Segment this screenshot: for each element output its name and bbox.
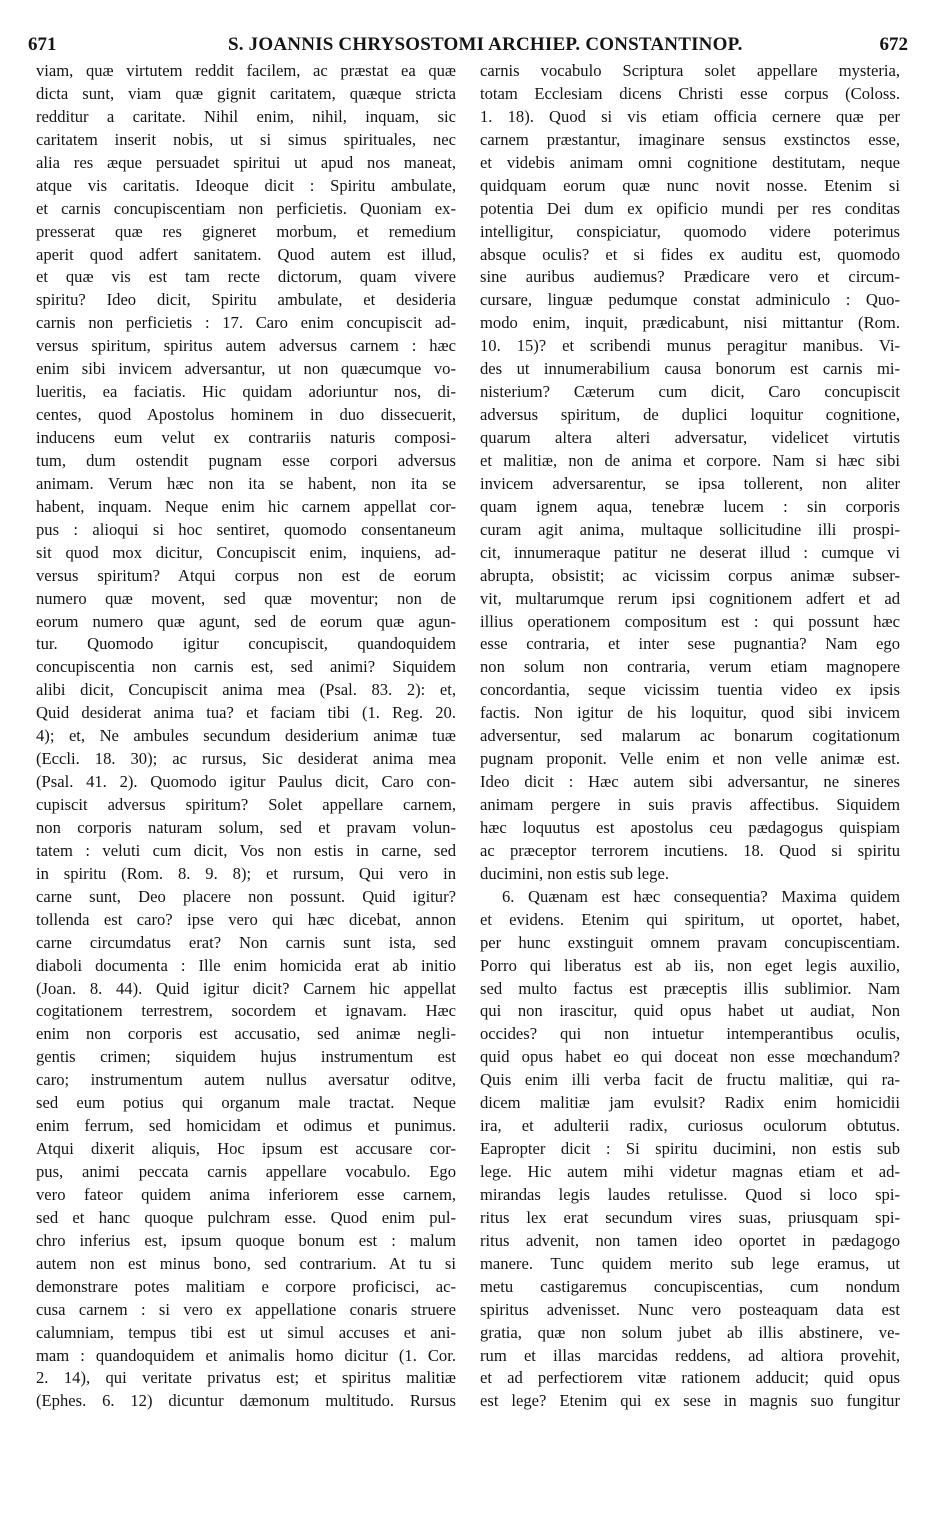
text-line: vit, multarumque rerum ipsi cognitionem adfert et ad: [480, 588, 900, 608]
text-line: enim sibi invicem adversantur, ut non quæcumque vo-: [36, 359, 456, 379]
text-line: dicem malitiæ jam evulsit? Radix enim homicidii: [480, 1093, 900, 1113]
text-line: habent, inquam. Neque enim hic carnem appellat cor-: [36, 496, 456, 516]
text-line: (Eccli. 18. 30); ac rursus, Sic desiderat anima mea: [36, 749, 456, 769]
text-line: dicta sunt, viam quæ gignit caritatem, quæque stricta: [36, 83, 456, 103]
text-line: (Psal. 41. 2). Quomodo igitur Paulus dicit, Caro con-: [36, 772, 456, 792]
text-line: chro inferius est, ipsum quoque bonum est : malum: [36, 1230, 456, 1250]
text-line: calumniam, tempus tibi est ut simul accuses et ani-: [36, 1322, 456, 1342]
text-line: modo enim, inquit, prædicabunt, nisi mittantur (Rom.: [480, 313, 900, 333]
text-line: hæc loquutus est apostolus ceu pædagogus quispiam: [480, 817, 900, 837]
text-line: Quis enim illi verba facit de fructu malitiæ, qui ra-: [480, 1070, 900, 1090]
text-line: gentis crimen; siquidem hujus instrumentum est: [36, 1047, 456, 1067]
text-line: intelligitur, conspiciatur, quomodo videre poterimus: [480, 221, 900, 241]
text-line: carnem præstantur, imaginare sensus exstinctos esse,: [480, 129, 900, 149]
text-line: et quæ vis est tam recte dictorum, quam vivere: [36, 267, 456, 287]
text-line: non corporis naturam solum, sed et pravam volun-: [36, 817, 456, 837]
text-line: Eapropter dicit : Si spiritu ducimini, non estis sub: [480, 1139, 900, 1159]
text-line: per hunc exstinguit omnem pravam concupiscentiam.: [480, 932, 900, 952]
text-line: ritus advenit, non tamen ideo oportet in pædagogo: [480, 1230, 900, 1250]
text-line: sed eum potius qui organum male tractat. Neque: [36, 1093, 456, 1113]
text-line: animam pergere in suis pravis affectibus. Siquidem: [480, 795, 900, 814]
text-line: cupiscit adversus spiritum? Solet appellare carnem,: [36, 795, 456, 814]
text-line: 4); et, Ne ambules secundum desiderium animæ tuæ: [36, 726, 456, 746]
text-line: sed et hanc quoque pulchram esse. Quod enim pul-: [36, 1207, 456, 1227]
text-line: spiritu? Ideo dicit, Spiritu ambulate, et desideria: [36, 290, 456, 310]
text-line: cogitationem terrestrem, socordem et ignavam. Hæc: [36, 1001, 456, 1021]
text-line: ac præceptor terrorem incutiens. 18. Quod si spiritu: [480, 840, 900, 860]
text-line: 10. 15)? et scribendi munus peragitur manibus. Vi-: [480, 336, 900, 356]
text-line: versus spiritum, spiritus autem adversus carnem : hæc: [36, 336, 456, 356]
text-line: tum, dum ostendit pugnam esse corpori adversus: [36, 450, 456, 470]
text-line: alia res æque persuadet spiritui ut apud nos maneat,: [36, 152, 456, 172]
text-line: potentia Dei dum ex opificio mundi per res conditas: [480, 198, 900, 218]
text-line: Ideo dicit : Hæc autem sibi adversantur, ne sineres: [480, 772, 900, 792]
text-line: manere. Tunc quidem merito sub lege eramus, ut: [480, 1253, 900, 1273]
text-line: ritus lex erat secundum vires suas, priusquam spi-: [480, 1207, 900, 1227]
text-line: vero fateor quidem animа inferiorem esse carnem,: [36, 1184, 456, 1204]
text-line: carne sunt, Deo placere non possunt. Quid igitur?: [36, 886, 456, 906]
text-line: autem non est minus bono, sed contrarium. At tu si: [36, 1253, 456, 1273]
text-line: centes, quod Apostolus hominem in duo dissecuerit,: [36, 405, 456, 425]
left-text-column: [36, 60, 456, 1413]
text-line: totam Ecclesiam dicens Christi esse corpus (Coloss.: [480, 83, 900, 103]
text-line: non solum non contraria, verum etiam magnopere: [480, 657, 900, 677]
text-line: sit quod mox dicitur, Concupiscit enim, inquiens, ad-: [36, 542, 456, 562]
text-line: sed multo factus est præceptis illis sublimior. Nam: [480, 978, 900, 998]
text-line: cursare, linguæ pedumque constat adminiculo : Quo-: [480, 290, 900, 310]
text-line: factis. Non igitur de his loquitur, quod sibi invicem: [480, 703, 900, 723]
text-line: 1. 18). Quod si vis etiam officia cernere quæ per: [480, 106, 900, 126]
text-line: Atqui dixerit aliquis, Hoc ipsum est accusare cor-: [36, 1139, 456, 1159]
text-line: animam. Verum hæc non ita se habent, non ita se: [36, 473, 456, 493]
text-line: (Joan. 8. 44). Quid igitur dicit? Carnem hic appellat: [36, 978, 456, 998]
text-line: mirandas legis laudes retulisse. Quod si loco spi-: [480, 1184, 900, 1204]
text-line: concordantia, seque vicissim tuentia video ex ipsis: [480, 680, 900, 700]
text-line: sine auribus audiemus? Prædicare vero et circum-: [480, 267, 900, 287]
text-line: quidquam eorum quæ nunc novit nosse. Etenim si: [480, 175, 900, 195]
text-line: lueritis, ea faciatis. Hic quidam adoriuntur nos, di-: [36, 382, 456, 402]
text-line: spiritus advenisset. Nunc vero posteaquam data est: [480, 1299, 900, 1319]
text-line: caro; instrumentum autem nullus aversatur oditve,: [36, 1070, 456, 1090]
text-line: (Ephes. 6. 12) dicuntur dæmonum multitudo. Rursus: [36, 1391, 456, 1411]
text-line: alibi dicit, Concupiscit anima mea (Psal. 83. 2): et,: [36, 680, 456, 700]
text-line: adversus spiritum, de duplici loquitur cognitione,: [480, 405, 900, 425]
text-line: mam : quandoquidem et animalis homo dicitur (1. Cor.: [36, 1345, 456, 1365]
text-line: pus : alioqui si hoc sentiret, quomodo consentaneum: [36, 519, 456, 539]
text-line: et ad perfectiorem vitæ rationem adducit; quid opus: [480, 1368, 900, 1388]
text-line: metu castigaremus concupiscentias, cum nondum: [480, 1276, 900, 1296]
text-line: esse contraria, et inter sese pugnantia? Nam ego: [480, 634, 900, 654]
text-line: ducimini, non estis sub lege.: [480, 863, 669, 883]
text-line: Quid desiderat anima tua? et faciam tibi (1. Reg. 20.: [36, 703, 456, 723]
text-line: quid opus habet eo qui doceat non esse mœchandum?: [480, 1047, 900, 1067]
text-line: et videbis animam omni cognitione destitutam, neque: [480, 152, 900, 172]
text-line: et evidens. Etenim qui spiritum, ut oportet, habet,: [480, 909, 900, 929]
text-line: carnis vocabulo Scriptura solet appellare mysteria,: [480, 61, 900, 80]
text-line: qui non irascitur, quid opus habet ut audiat, Non: [480, 1001, 900, 1021]
text-line: tatem : veluti cum dicit, Vos non estis in carne, sed: [36, 840, 456, 860]
text-line: pus, animi peccata carnis appellare vocabulo. Ego: [36, 1162, 456, 1181]
text-line: des ut innumerabilium causa bonorum est carnis mi-: [480, 359, 900, 379]
text-line: concupiscentia non carnis est, sed animi? Siquidem: [36, 657, 456, 677]
text-line: 2. 14), qui veritate privatus est; et spiritus malitiæ: [36, 1368, 456, 1388]
text-line: invicem adversarentur, se ipsa tollerent, non aliter: [480, 473, 900, 493]
text-line: est lege? Etenim qui ex sese in magnis suo fungitur: [480, 1391, 900, 1411]
text-line: tollenda est caro? ipse vero qui hæc dicebat, annon: [36, 909, 456, 929]
text-line: eorum numero quæ agunt, sed de eorum quæ agun-: [36, 611, 456, 631]
text-line: cusa carnem : si vero ex appellatione conaris struere: [36, 1299, 456, 1319]
text-line: quarum altera alteri adversatur, videlicet virtutis: [480, 428, 900, 447]
text-line: pugnam proponit. Velle enim et non velle animæ est.: [480, 749, 900, 769]
text-line: et malitiæ, non de anima et corpore. Nam si hæc sibi: [480, 450, 900, 470]
text-line: presserat quæ res gigneret morbum, et remedium: [36, 221, 456, 241]
text-line: inducens eum velut ex contrariis naturis composi-: [36, 428, 456, 447]
page-number-left: 671: [28, 34, 57, 55]
text-line: cit, innumeraque patitur ne deserat illud : cumque vi: [480, 542, 900, 562]
text-line: redditur a caritate. Nihil enim, nihil, inquam, sic: [36, 106, 456, 126]
text-line: curam agit anima, multaque sollicitudine illi prospi-: [480, 519, 900, 539]
text-line: lege. Hic autem mihi videtur magnas etiam et ad-: [480, 1162, 900, 1181]
text-line: quam ignem aqua, tenebræ lucem : sin corporis: [480, 496, 900, 516]
text-line: enim non corporis est accusatio, sed animæ negli-: [36, 1024, 456, 1044]
text-line: ira, et adulterii radix, curiosus oculorum obtutus.: [480, 1116, 900, 1136]
text-line: aperit quod adfert sanitatem. Quod autem est illud,: [36, 244, 456, 264]
text-line: carne circumdatus erat? Non carnis sunt ista, sed: [36, 932, 456, 952]
text-line: tur. Quomodo igitur concupiscit, quandoquidem: [36, 634, 456, 654]
text-line: Porro qui liberatus est ab iis, non eget legis auxilio,: [480, 955, 900, 975]
running-title: S. JOANNIS CHRYSOSTOMI ARCHIEP. CONSTANTINOP.: [228, 34, 743, 55]
text-line: demonstrare potes malitiam e corpore proficisci, ac-: [36, 1276, 456, 1296]
text-line: numero quæ movent, sed quæ moventur; non de: [36, 588, 456, 608]
running-header: [28, 34, 908, 58]
text-line: versus spiritum? Atqui corpus non est de eorum: [36, 565, 456, 585]
text-line: caritatem inserit nobis, ut si simus spirituales, nec: [36, 129, 456, 149]
text-line: viam, quæ virtutem reddit facilem, ac præstat ea quæ: [36, 61, 456, 80]
text-line: in spiritu (Rom. 8. 9. 8); et rursum, Qui vero in: [36, 863, 456, 883]
text-line: enim ferrum, sed homicidam et odimus et punimus.: [36, 1116, 456, 1136]
right-text-column: [480, 60, 900, 1413]
text-line: 6. Quænam est hæc consequentia? Maxima quidem: [502, 886, 900, 906]
text-line: absque oculis? et si fides ex auditu est, quomodo: [480, 244, 900, 264]
text-line: nisterium? Cæterum cum dicit, Caro concupiscit: [480, 382, 900, 402]
text-line: abrupta, obsistit; ac vicissim corpus animæ subser-: [480, 565, 900, 585]
text-line: diaboli documenta : Ille enim homicida erat ab initio: [36, 955, 456, 975]
text-line: atque vis caritatis. Ideoque dicit : Spiritu ambulate,: [36, 175, 456, 195]
page-number-right: 672: [879, 34, 908, 55]
text-line: adversentur, sed malarum ac bonarum cogitationum: [480, 726, 900, 746]
text-line: rum et illas marcidas reddens, ad altiora provehit,: [480, 1345, 900, 1365]
text-line: et carnis concupiscentiam non perficietis. Quoniam ex-: [36, 198, 456, 218]
text-line: illius operationem compositum est : qui possunt hæc: [480, 611, 900, 631]
text-line: gratia, quæ non solum jubet ab illis abstinere, ve-: [480, 1322, 900, 1342]
text-line: occides? qui non intuetur intemperantibus oculis,: [480, 1024, 900, 1044]
text-line: carnis non perficietis : 17. Caro enim concupiscit ad-: [36, 313, 456, 333]
